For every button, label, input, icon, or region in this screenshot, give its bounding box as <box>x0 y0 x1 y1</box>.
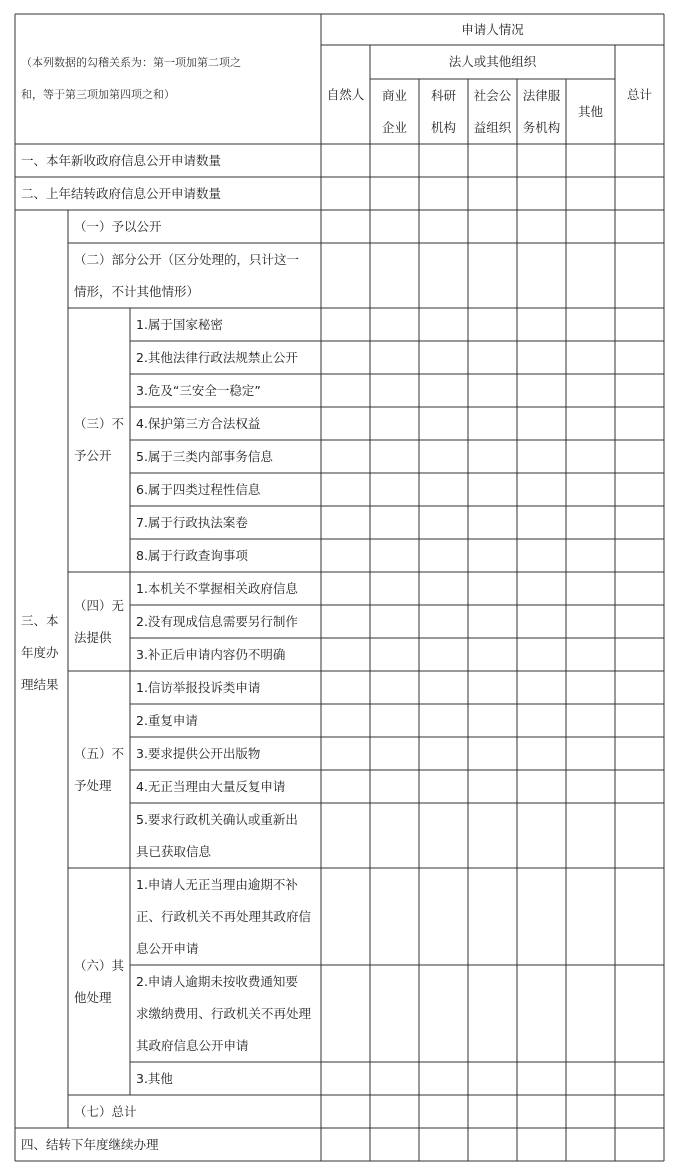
row-other-item-line-3: 其政府信息公开申请 <box>136 1037 249 1053</box>
row-results-label-line-1: 三、本 <box>21 612 59 628</box>
row-not-processed-item-line-1: 3.要求提供公开出版物 <box>136 745 261 761</box>
row-other-item-line-1: 1.申请人无正当理由逾期不补 <box>136 876 298 892</box>
row-not-disclosed-item-line-1: 4.保护第三方合法权益 <box>136 415 261 431</box>
row-other-item-line-3: 息公开申请 <box>136 940 199 956</box>
row-other-item-line-1: 2.申请人逾期未按收费通知要 <box>136 973 298 989</box>
group-other-processing-line-2: 他处理 <box>74 989 112 1005</box>
header-note-line-1: （本列数据的勾稽关系为：第一项加第二项之 <box>21 56 241 69</box>
row-other-item-line-2: 求缴纳费用、行政机关不再处理 <box>136 1005 312 1021</box>
row-not-disclosed-item-line-1: 1.属于国家秘密 <box>136 316 223 332</box>
row-carry-forward-line-1: 四、结转下年度继续办理 <box>21 1136 159 1152</box>
row-subtotal-line-1: （七）总计 <box>74 1103 137 1119</box>
group-other-processing-line-1: （六）其 <box>74 957 125 973</box>
row-new-applications-line-1: 一、本年新收政府信息公开申请数量 <box>21 152 222 168</box>
col-social-line-2: 益组织 <box>473 119 512 135</box>
group-not-processed-line-1: （五）不 <box>74 745 125 761</box>
legal-person-group-line-1: 法人或其他组织 <box>448 54 537 69</box>
col-research-line-1: 科研 <box>430 87 456 103</box>
row-not-disclosed-item-line-1: 7.属于行政执法案卷 <box>136 514 248 530</box>
row-disclosed-line-1: （一）予以公开 <box>74 218 162 234</box>
row-unable-item-line-1: 1.本机关不掌握相关政府信息 <box>136 580 298 596</box>
group-not-processed-line-2: 予处理 <box>74 777 112 793</box>
col-commercial-line-1: 商业 <box>381 87 407 103</box>
col-research-line-2: 机构 <box>430 119 456 135</box>
group-not-disclosed-line-1: （三）不 <box>74 416 125 431</box>
row-not-disclosed-item-line-1: 8.属于行政查询事项 <box>136 547 248 563</box>
row-partially-disclosed-line-2: 情形，不计其他情形） <box>74 283 200 299</box>
row-not-disclosed-item-line-1: 6.属于四类过程性信息 <box>136 481 261 497</box>
group-not-disclosed-line-2: 予公开 <box>74 448 112 463</box>
row-results-label-line-3: 理结果 <box>21 676 59 692</box>
col-legal-service-line-1: 法律服 <box>522 87 561 103</box>
row-not-disclosed-item-line-1: 5.属于三类内部事务信息 <box>136 448 273 464</box>
row-not-processed-item-line-2: 具已获取信息 <box>136 843 212 859</box>
group-unable-to-provide-line-2: 法提供 <box>74 629 112 645</box>
row-partially-disclosed-line-1: （二）部分公开（区分处理的，只计这一 <box>74 251 300 267</box>
row-other-item-line-1: 3.其他 <box>136 1070 173 1086</box>
col-commercial-line-2: 企业 <box>381 119 407 135</box>
row-not-processed-item-line-1: 1.信访举报投诉类申请 <box>136 679 261 695</box>
col-total-line-1: 总计 <box>626 86 652 102</box>
col-natural-person-line-1: 自然人 <box>326 86 365 102</box>
row-other-item-line-2: 正、行政机关不再处理其政府信 <box>136 908 312 924</box>
col-legal-service-line-2: 务机构 <box>522 119 561 135</box>
col-social-line-1: 社会公 <box>473 87 512 103</box>
row-carried-over-line-1: 二、上年结转政府信息公开申请数量 <box>21 185 222 201</box>
row-not-disclosed-item-line-1: 2.其他法律行政法规禁止公开 <box>136 349 298 365</box>
applicant-situation-line-1: 申请人情况 <box>461 22 524 37</box>
row-not-processed-item-line-1: 5.要求行政机关确认或重新出 <box>136 811 298 827</box>
row-unable-item-line-1: 3.补正后申请内容仍不明确 <box>136 646 286 662</box>
row-not-processed-item-line-1: 4.无正当理由大量反复申请 <box>136 778 286 794</box>
row-not-disclosed-item-line-1: 3.危及“三安全一稳定” <box>136 382 261 398</box>
col-other-line-1: 其他 <box>577 103 603 119</box>
header-note-line-2: 和，等于第三项加第四项之和） <box>21 88 175 101</box>
group-unable-to-provide-line-1: （四）无 <box>74 597 125 613</box>
row-results-label-line-2: 年度办 <box>21 644 59 660</box>
row-unable-item-line-1: 2.没有现成信息需要另行制作 <box>136 613 298 629</box>
row-not-processed-item-line-1: 2.重复申请 <box>136 712 198 728</box>
